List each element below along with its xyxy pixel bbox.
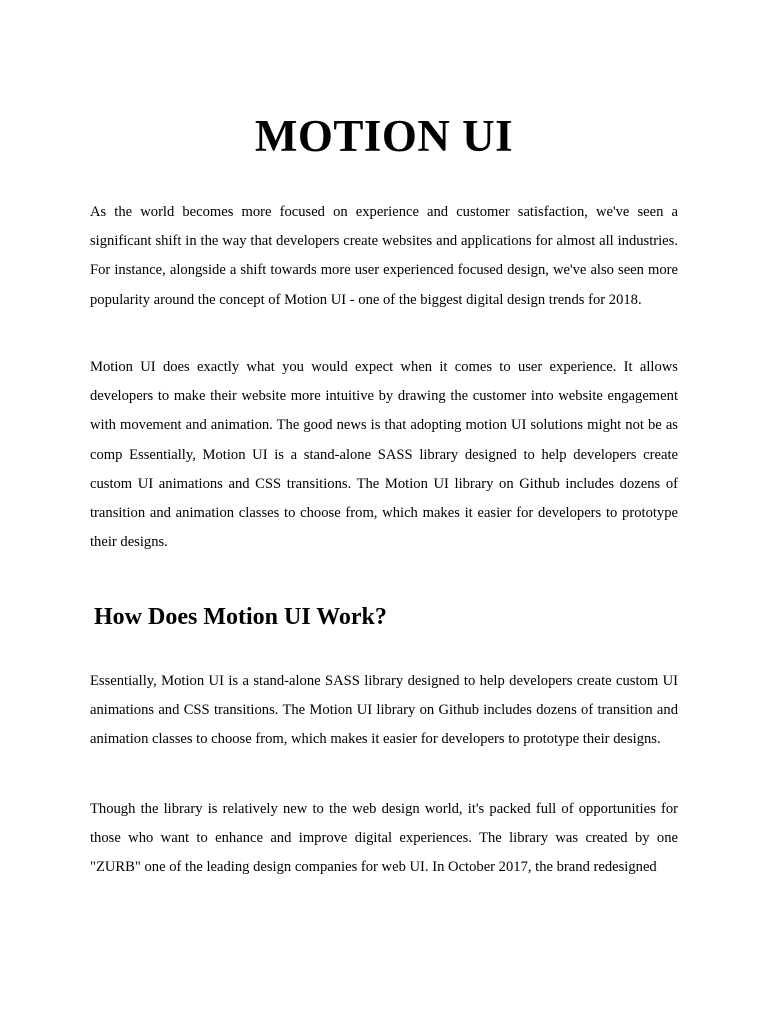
section-heading: How Does Motion UI Work? <box>94 604 387 630</box>
intro-paragraph-1: As the world becomes more focused on experience and customer satisfaction, we've seen a significant shift in the way that developers create websites and applications for almost all industries. For instance, alongside a shift towards more user experienced focused design, we've also seen more popularity around the concept of Motion UI - one of the biggest digital design trends for 2018. <box>90 204 678 308</box>
page-title: MOTION UI <box>254 111 514 161</box>
section-paragraph-1: Essentially, Motion UI is a stand-alone SASS library designed to help developers create custom UI animations and CSS transitions. The Motion UI library on Github includes dozens of transition and animation classes to choose from, which makes it easier for developers to prototype their designs. <box>90 673 678 748</box>
intro-paragraph-2: Motion UI does exactly what you would expect when it comes to user experience. It allows developers to make their website more intuitive by drawing the customer into website engagement with movement and animation. The good news is that adopting motion UI solutions might not be as comp Essentially, Motion UI is a stand-alone SASS library designed to help developers create custom UI animations and CSS transitions. The Motion UI library on Github includes dozens of transition and animation classes to choose from, which makes it easier for developers to prototype their designs. <box>90 359 678 551</box>
section-paragraph-2: Though the library is relatively new to the web design world, it's packed full of opportunities for those who want to enhance and improve digital experiences. The library was created by one "ZURB" one of the leading design companies for web UI. In October 2017, the brand redesigned <box>90 801 678 876</box>
